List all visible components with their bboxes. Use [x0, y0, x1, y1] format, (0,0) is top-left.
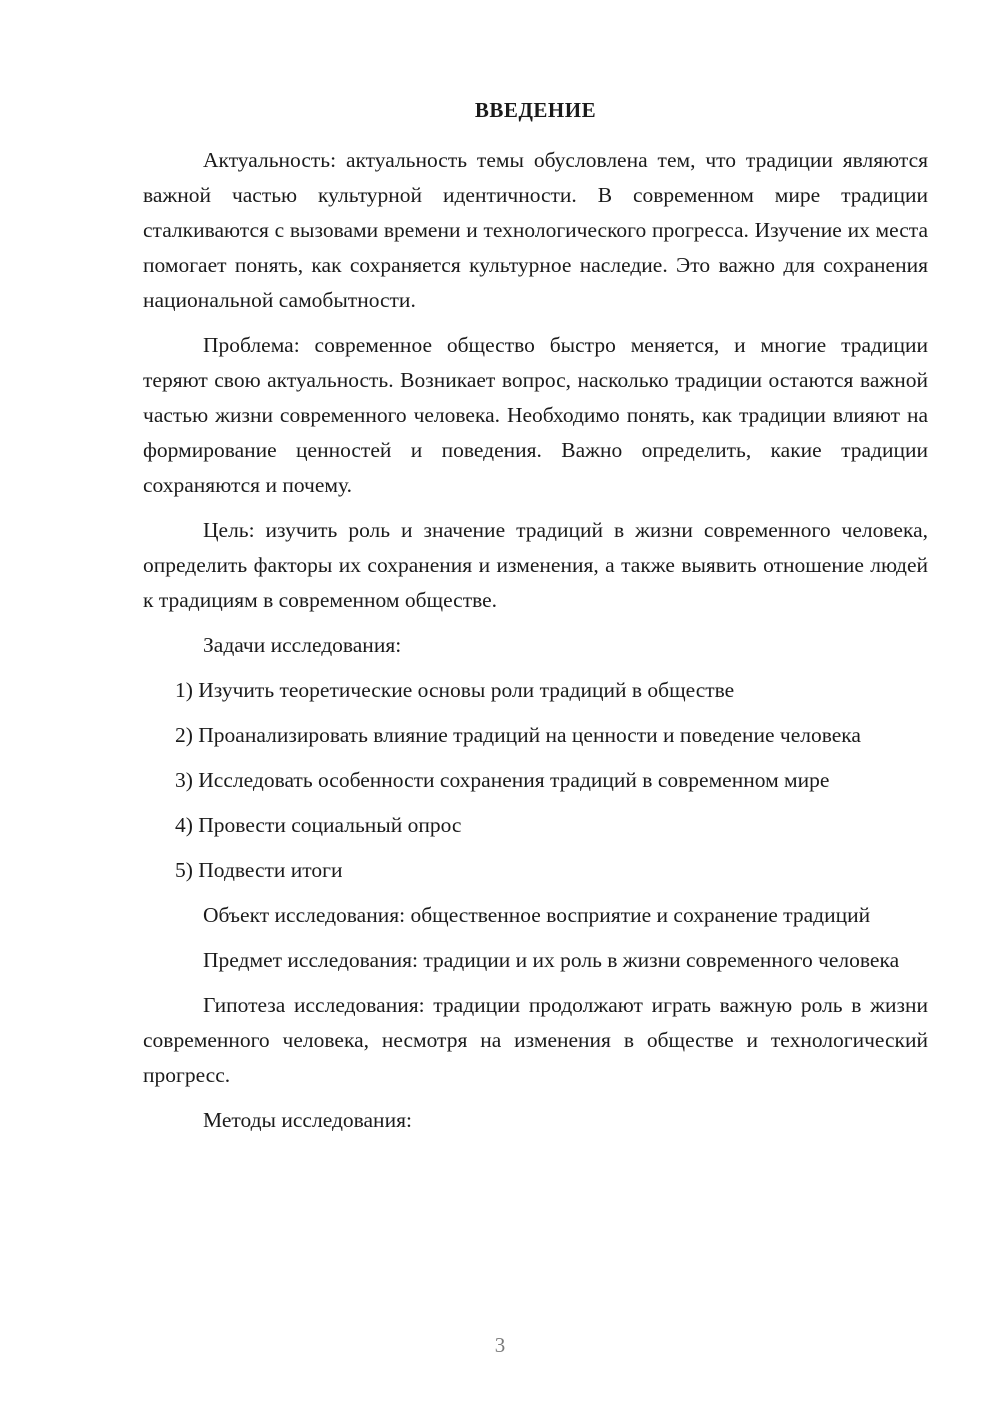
list-item: 5) Подвести итоги — [175, 858, 343, 882]
document-page — [143, 95, 928, 1148]
list-item: 4) Провести социальный опрос — [175, 813, 462, 837]
paragraph-problem: Проблема: современное общество быстро меняется, и многие традиции теряют свою актуальность. Возникает вопрос, насколько традиции остаются важной частью жизни современного человека. Необходимо понять, как традиции влияют на формирование ценностей и поведения. Важно определить, какие традиции сохраняются и почему. — [143, 333, 928, 497]
paragraph-object: Объект исследования: общественное восприятие и сохранение традиций — [203, 903, 871, 927]
page-number: 3 — [494, 1333, 506, 1357]
paragraph-tasks-intro: Задачи исследования: — [203, 633, 402, 657]
section-heading: ВВЕДЕНИЕ — [474, 98, 597, 122]
paragraph-methods: Методы исследования: — [203, 1108, 412, 1132]
paragraph-hypothesis: Гипотеза исследования: традиции продолжают играть важную роль в жизни современного человека, несмотря на изменения в обществе и технологический прогресс. — [143, 993, 928, 1087]
paragraph-goal: Цель: изучить роль и значение традиций в жизни современного человека, определить факторы их сохранения и изменения, а также выявить отношение людей к традициям в современном обществе. — [143, 518, 928, 612]
paragraph-relevance: Актуальность: актуальность темы обусловлена тем, что традиции являются важной частью культурной идентичности. В современном мире традиции сталкиваются с вызовами времени и технологического прогресса. Изучение их места помогает понять, как сохраняется культурное наследие. Это важно для сохранения национальной самобытности. — [143, 148, 928, 312]
paragraph-subject: Предмет исследования: традиции и их роль в жизни современного человека — [203, 948, 900, 972]
list-item: 3) Исследовать особенности сохранения традиций в современном мире — [175, 768, 830, 792]
tasks-list — [143, 673, 928, 888]
list-item: 2) Проанализировать влияние традиций на ценности и поведение человека — [175, 723, 861, 747]
list-item: 1) Изучить теоретические основы роли традиций в обществе — [175, 678, 735, 702]
